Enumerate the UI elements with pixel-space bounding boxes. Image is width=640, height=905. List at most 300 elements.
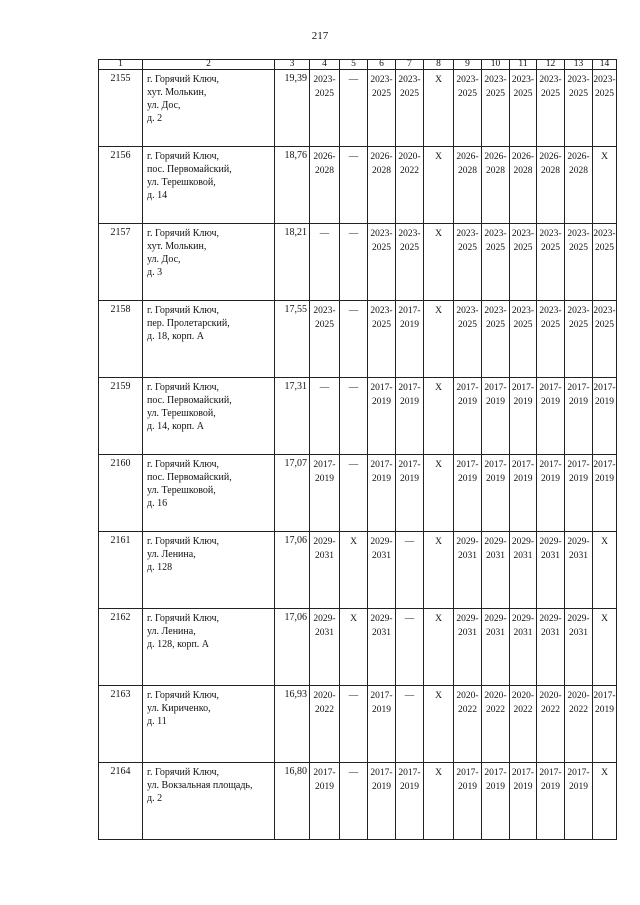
period-cell-c8 [424,455,454,532]
period-text: 2025 [569,243,588,253]
period-cell-c8 [424,378,454,455]
period-cell-c9 [454,301,482,378]
table-row [99,224,617,301]
address-line: пос. Первомайский, [147,395,232,406]
period-text: 2029- [484,614,507,624]
period-text: 2023- [398,229,421,239]
period-cell-c14 [593,301,617,378]
row-number-cell: 2163 [99,686,143,763]
period-text: 2031 [569,551,588,561]
period-text: 2019 [315,782,334,792]
address-cell [143,763,275,840]
period-text: 2025 [315,89,334,99]
address-line: ул. Дос, [147,100,181,111]
period-text: 2023- [593,229,616,239]
period-cell-c10 [482,378,510,455]
period-cell-c10 [482,147,510,224]
period-text: 2019 [595,474,614,484]
period-text: 2031 [513,628,533,638]
address-cell [143,301,275,378]
period-text: 2022 [569,705,588,715]
column-header: 1 [99,60,143,70]
period-cell-c10 [482,301,510,378]
period-cell-c12 [537,763,565,840]
period-text: 2025 [372,243,391,253]
address-line: г. Горячий Ключ, [147,459,219,470]
period-text: X [435,768,442,778]
period-text: 2031 [486,551,505,561]
period-cell-c14 [593,763,617,840]
period-cell-c11 [510,609,537,686]
period-text: 2019 [315,474,334,484]
period-text: 2020- [511,691,535,701]
period-cell-c13 [565,686,593,763]
period-cell-c9 [454,147,482,224]
period-cell-c9 [454,609,482,686]
period-cell-c10 [482,763,510,840]
period-cell-c4 [310,686,340,763]
period-text: 2017- [398,306,421,316]
period-cell-c4 [310,224,340,301]
period-text: 2025 [513,243,533,253]
period-cell-c14 [593,532,617,609]
period-cell-c8 [424,686,454,763]
period-text: 2020- [539,691,562,701]
period-cell-c14 [593,609,617,686]
period-cell-c12 [537,378,565,455]
period-cell-c10 [482,532,510,609]
period-text: 2025 [486,320,505,330]
period-cell-c7 [396,532,424,609]
table-row [99,301,617,378]
period-text: 2028 [569,166,588,176]
period-text: 2029- [313,614,336,624]
column-header: 6 [368,60,396,70]
period-text: — [404,614,415,624]
period-cell-c9 [454,455,482,532]
address-cell [143,224,275,301]
period-text: 2019 [541,474,560,484]
address-line: ул. Ленина, [147,549,196,560]
period-text: 2031 [486,628,505,638]
period-cell-c12 [537,147,565,224]
period-text: 2029- [567,614,590,624]
period-cell-c7 [396,147,424,224]
period-cell-c13 [565,378,593,455]
period-text: X [601,537,608,547]
period-text: 2023- [398,75,421,85]
period-text: 2023- [484,229,507,239]
period-cell-c5 [340,70,368,147]
period-cell-c8 [424,301,454,378]
period-text: 2017- [593,460,616,470]
period-cell-c14 [593,455,617,532]
period-cell-c6 [368,532,396,609]
period-text: 2025 [372,320,391,330]
address-line: г. Горячий Ключ, [147,690,219,701]
period-text: 2031 [315,551,334,561]
address-line: г. Горячий Ключ, [147,767,219,778]
area-cell: 18,76 [275,147,310,224]
period-text: 2029- [567,537,590,547]
period-text: 2025 [595,243,614,253]
address-line: ул. Кириченко, [147,703,211,714]
table-row [99,455,617,532]
period-text: X [601,768,608,778]
column-header: 9 [454,60,482,70]
column-header: 8 [424,60,454,70]
address-line: хут. Молькин, [147,241,207,252]
address-line: пер. Пролетарский, [147,318,230,329]
period-text: 2025 [513,320,533,330]
period-text: 2019 [372,474,391,484]
table-row [99,686,617,763]
address-line: д. 2 [147,793,163,804]
period-text: 2017- [370,768,393,778]
period-text: — [404,537,415,547]
period-text: 2023- [456,229,479,239]
period-text: — [348,152,359,162]
period-text: 2029- [456,537,479,547]
row-number-cell: 2162 [99,609,143,686]
column-header: 13 [565,60,593,70]
period-text: 2019 [595,397,614,407]
address-line: д. 14 [147,190,168,201]
period-text: 2028 [486,166,505,176]
table-row [99,70,617,147]
period-cell-c8 [424,763,454,840]
address-line: д. 16 [147,498,168,509]
period-cell-c7 [396,686,424,763]
period-text: 2017- [456,460,479,470]
column-header: 5 [340,60,368,70]
period-cell-c12 [537,224,565,301]
period-text: 2025 [400,243,419,253]
row-number-cell: 2156 [99,147,143,224]
period-cell-c6 [368,301,396,378]
row-number-cell: 2160 [99,455,143,532]
address-line: ул. Терешковой, [147,485,216,496]
period-cell-c7 [396,609,424,686]
column-header: 3 [275,60,310,70]
period-text: 2029- [484,537,507,547]
period-text: 2022 [400,166,419,176]
period-text: 2017- [539,768,562,778]
period-cell-c9 [454,70,482,147]
period-text: 2020- [313,691,336,701]
period-text: — [348,383,359,393]
period-cell-c7 [396,301,424,378]
period-text: 2028 [458,166,477,176]
area-cell: 17,06 [275,609,310,686]
period-text: 2031 [372,628,391,638]
period-text: 2023- [456,306,479,316]
period-cell-c14 [593,147,617,224]
period-text: 2019 [595,705,614,715]
period-text: 2029- [370,537,393,547]
period-text: 2017- [593,383,616,393]
period-cell-c9 [454,532,482,609]
table-row [99,532,617,609]
period-text: 2017- [456,383,479,393]
address-line: ул. Вокзальная площадь, [147,780,253,791]
period-text: — [348,229,359,239]
period-text: 2023- [511,229,535,239]
row-number-cell: 2159 [99,378,143,455]
period-cell-c8 [424,532,454,609]
period-text: 2028 [372,166,391,176]
period-text: 2023- [370,306,393,316]
period-text: 2017- [539,460,562,470]
address-line: д. 128 [147,562,173,573]
address-line: г. Горячий Ключ, [147,228,219,239]
address-line: д. 14, корп. А [147,421,205,432]
period-text: — [404,691,415,701]
period-text: X [350,537,357,547]
period-text: 2029- [539,614,562,624]
address-line: ул. Дос, [147,254,181,265]
period-text: 2029- [511,614,535,624]
period-text: 2017- [511,768,535,778]
period-cell-c6 [368,686,396,763]
period-cell-c9 [454,686,482,763]
address-cell [143,686,275,763]
period-text: 2017- [313,768,336,778]
address-line: д. 11 [147,716,167,727]
period-cell-c5 [340,532,368,609]
period-text: X [435,306,442,316]
period-text: — [319,229,330,239]
period-cell-c10 [482,609,510,686]
period-cell-c6 [368,147,396,224]
period-text: 2023- [567,229,590,239]
address-line: г. Горячий Ключ, [147,305,219,316]
period-cell-c4 [310,763,340,840]
period-text: 2023- [567,75,590,85]
period-cell-c12 [537,609,565,686]
period-text: 2029- [370,614,393,624]
period-text: X [435,383,442,393]
period-text: 2031 [541,551,560,561]
table-header-row [99,60,617,70]
period-text: X [435,691,442,701]
period-text: 2025 [458,243,477,253]
period-cell-c13 [565,532,593,609]
period-text: X [601,152,608,162]
period-text: 2025 [513,89,533,99]
period-cell-c5 [340,455,368,532]
period-cell-c6 [368,378,396,455]
period-text: 2019 [541,397,560,407]
period-text: 2017- [484,768,507,778]
period-text: 2031 [569,628,588,638]
period-text: 2020- [567,691,590,701]
period-cell-c11 [510,378,537,455]
period-text: — [319,383,330,393]
period-text: 2031 [541,628,560,638]
period-cell-c14 [593,224,617,301]
period-text: 2017- [484,460,507,470]
period-text: X [435,537,442,547]
period-text: 2019 [513,474,533,484]
period-text: — [348,691,359,701]
row-number-cell: 2158 [99,301,143,378]
period-cell-c10 [482,224,510,301]
period-cell-c13 [565,147,593,224]
area-cell: 17,55 [275,301,310,378]
period-text: 2020- [398,152,421,162]
period-text: 2031 [372,551,391,561]
period-cell-c12 [537,455,565,532]
address-line: д. 18, корп. А [147,331,205,342]
column-header: 11 [510,60,537,70]
area-cell: 17,06 [275,532,310,609]
period-text: 2017- [370,460,393,470]
period-cell-c13 [565,609,593,686]
period-text: 2031 [513,551,533,561]
area-cell: 17,31 [275,378,310,455]
period-text: 2025 [315,320,334,330]
address-line: пос. Первомайский, [147,164,232,175]
period-cell-c6 [368,609,396,686]
period-cell-c9 [454,378,482,455]
period-cell-c4 [310,455,340,532]
address-line: г. Горячий Ключ, [147,151,219,162]
column-header: 4 [310,60,340,70]
period-text: 2019 [458,474,477,484]
period-text: 2017- [484,383,507,393]
period-text: — [348,75,359,85]
period-text: 2023- [484,306,507,316]
period-cell-c8 [424,147,454,224]
period-text: 2023- [539,229,562,239]
column-header: 14 [593,60,617,70]
period-cell-c5 [340,763,368,840]
period-text: 2019 [513,782,533,792]
address-line: ул. Терешковой, [147,177,216,188]
period-cell-c8 [424,224,454,301]
period-cell-c7 [396,455,424,532]
period-cell-c6 [368,455,396,532]
area-cell: 18,21 [275,224,310,301]
table-row [99,378,617,455]
period-cell-c11 [510,686,537,763]
period-cell-c5 [340,147,368,224]
period-cell-c14 [593,378,617,455]
registry-table [98,59,617,840]
period-cell-c9 [454,224,482,301]
address-cell [143,609,275,686]
period-text: 2028 [315,166,334,176]
period-text: 2031 [458,551,477,561]
period-text: 2019 [372,782,391,792]
page-number: 217 [311,30,329,42]
period-cell-c7 [396,224,424,301]
period-text: 2029- [456,614,479,624]
table-row [99,609,617,686]
period-text: — [348,306,359,316]
period-text: 2020- [456,691,479,701]
column-header: 2 [143,60,275,70]
period-text: 2023- [593,306,616,316]
period-text: 2019 [372,397,391,407]
period-text: 2029- [539,537,562,547]
period-text: 2023- [313,306,336,316]
period-text: 2019 [486,397,505,407]
period-text: 2020- [484,691,507,701]
period-cell-c11 [510,532,537,609]
period-text: 2023- [370,75,393,85]
period-text: 2025 [372,89,391,99]
period-cell-c4 [310,147,340,224]
period-text: 2023- [313,75,336,85]
period-text: 2017- [313,460,336,470]
period-text: 2017- [370,383,393,393]
period-cell-c5 [340,224,368,301]
period-cell-c5 [340,378,368,455]
period-text: X [435,460,442,470]
period-text: 2017- [539,383,562,393]
period-text: 2019 [458,397,477,407]
period-text: X [435,229,442,239]
period-text: 2019 [400,474,419,484]
period-text: 2019 [486,474,505,484]
column-header: 7 [396,60,424,70]
period-text: X [350,614,357,624]
period-text: 2026- [539,152,562,162]
row-number-cell: 2157 [99,224,143,301]
period-text: 2017- [398,383,421,393]
table-row [99,147,617,224]
period-cell-c8 [424,70,454,147]
address-cell [143,70,275,147]
period-text: 2025 [486,243,505,253]
period-text: 2017- [456,768,479,778]
period-cell-c12 [537,301,565,378]
column-header: 10 [482,60,510,70]
period-text: 2031 [458,628,477,638]
period-text: X [601,614,608,624]
row-number-cell: 2161 [99,532,143,609]
period-cell-c10 [482,686,510,763]
period-text: 2017- [567,383,590,393]
period-cell-c4 [310,378,340,455]
period-text: 2025 [595,89,614,99]
period-cell-c5 [340,686,368,763]
period-cell-c11 [510,70,537,147]
period-text: 2017- [398,768,421,778]
period-text: 2022 [458,705,477,715]
area-cell: 19,39 [275,70,310,147]
period-text: 2022 [513,705,533,715]
period-text: 2026- [511,152,535,162]
period-cell-c4 [310,609,340,686]
period-cell-c11 [510,763,537,840]
address-cell [143,532,275,609]
address-line: хут. Молькин, [147,87,207,98]
period-text: 2019 [486,782,505,792]
period-text: 2019 [458,782,477,792]
period-cell-c11 [510,455,537,532]
period-text: 2026- [370,152,393,162]
period-text: 2026- [567,152,590,162]
period-text: — [348,460,359,470]
row-number-cell: 2164 [99,763,143,840]
period-text: 2025 [458,320,477,330]
period-text: — [348,768,359,778]
period-text: 2019 [569,397,588,407]
period-cell-c10 [482,455,510,532]
